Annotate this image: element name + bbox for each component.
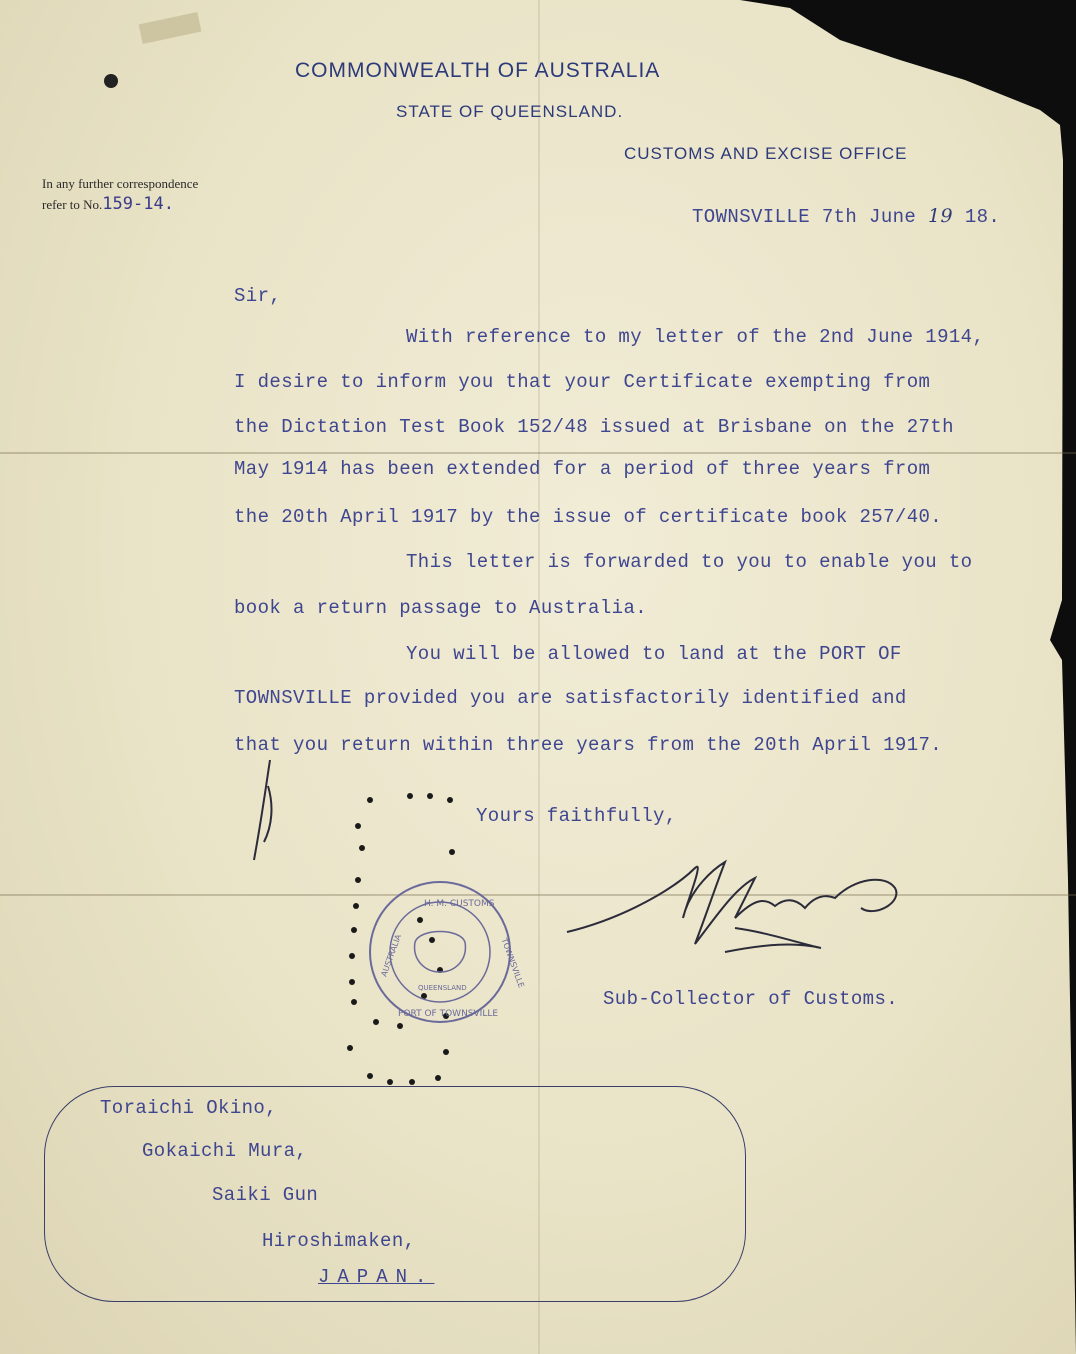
reference-label-2: refer to No. [42,197,103,212]
address-country: JAPAN. [318,1266,435,1288]
letter-line: the 20th April 1917 by the issue of certificate book 257/40. [234,506,943,528]
date-typed: TOWNSVILLE 7th June [692,206,929,228]
date-year-suffix: 18. [953,206,1001,228]
handwritten-initial [248,756,278,866]
signatory-title: Sub-Collector of Customs. [603,988,899,1010]
letter-line: TOWNSVILLE provided you are satisfactorily identified and [234,687,907,709]
letter-line: the Dictation Test Book 152/48 issued at Brisbane on the 27th [234,416,954,438]
letter-line: book a return passage to Australia. [234,597,648,619]
letter-date [692,205,1000,228]
ink-spot [104,74,118,88]
letter-line: With reference to my letter of the 2nd June 1914, [406,326,985,348]
stamp-top-text: H. M. CUSTOMS [424,899,495,909]
letterhead-commonwealth: COMMONWEALTH OF AUSTRALIA [295,59,661,82]
signature [565,848,925,958]
stamp-right-text: TOWNSVILLE [499,937,526,989]
closing: Yours faithfully, [476,805,677,827]
letterhead-office: CUSTOMS AND EXCISE OFFICE [624,144,908,163]
address-line: Saiki Gun [212,1184,319,1206]
address-line: Hiroshimaken, [262,1230,416,1252]
reference-label: In any further correspondence [42,176,199,191]
address-line: Toraichi Okino, [100,1097,278,1119]
letter-line: You will be allowed to land at the PORT OF [406,643,902,665]
address-line: Gokaichi Mura, [142,1140,308,1162]
reference-note [42,174,198,215]
salutation: Sir, [234,285,282,307]
letterhead-state: STATE OF QUEENSLAND. [396,102,624,121]
stamp-bottom-text: PORT OF TOWNSVILLE [398,1009,499,1019]
stamp-center-text: QUEENSLAND [418,984,467,992]
letter-line: This letter is forwarded to you to enable you to [406,551,973,573]
letter-line: I desire to inform you that your Certificate exempting from [234,371,931,393]
reference-number: 159-14. [102,194,174,214]
letter-line: May 1914 has been extended for a period of three years from [234,458,931,480]
date-handwritten-year: 19 [928,205,954,227]
customs-stamp [360,880,526,1030]
letter-line: that you return within three years from the 20th April 1917. [234,734,943,756]
stamp-left-text: AUSTRALIA [379,933,404,978]
